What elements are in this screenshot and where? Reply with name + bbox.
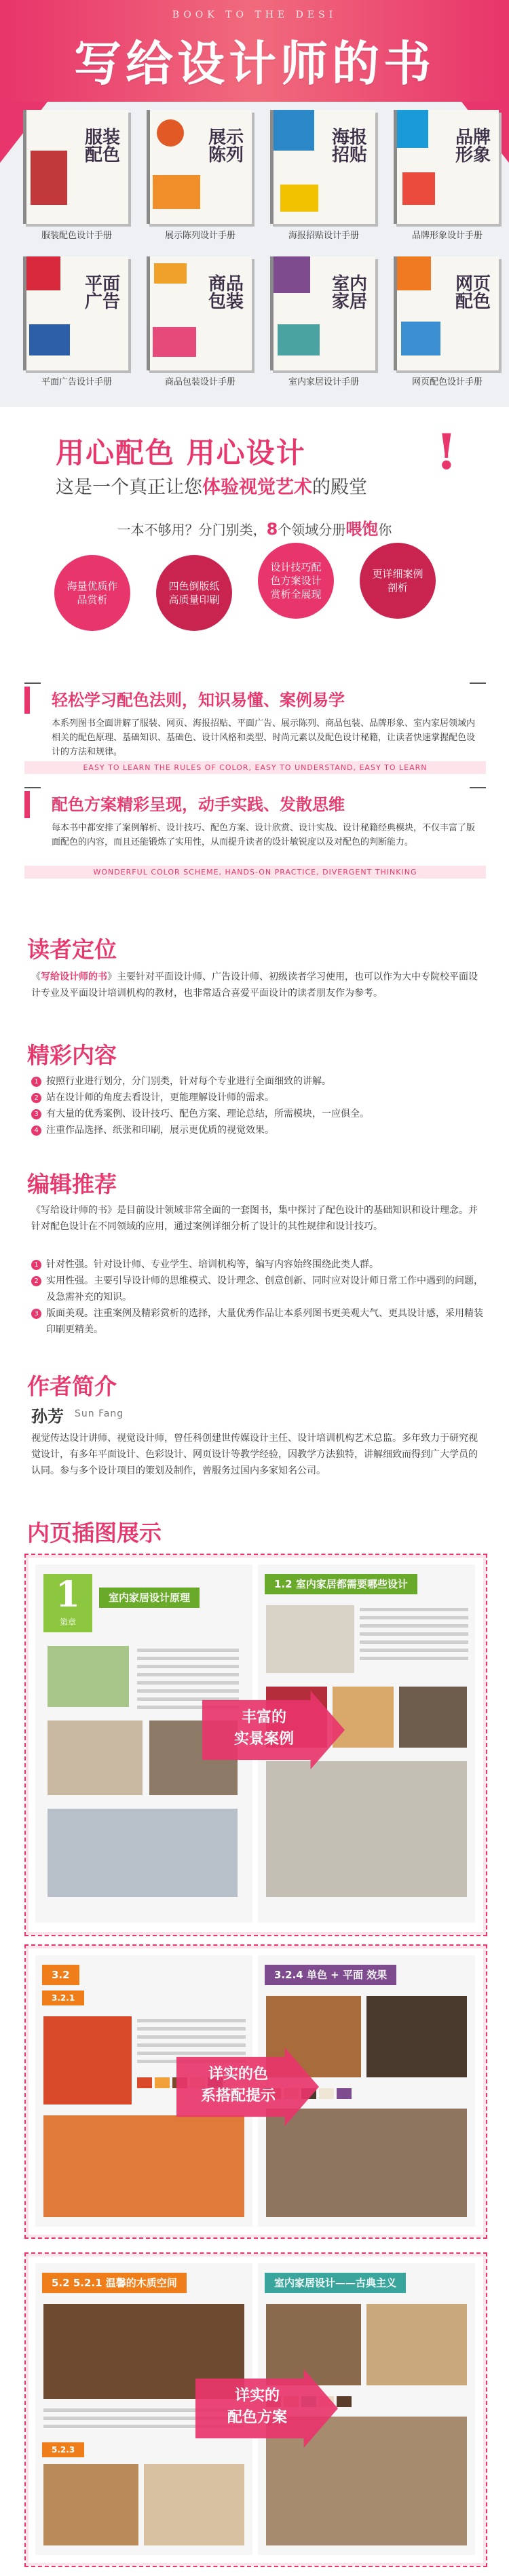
book-cover (270, 110, 375, 224)
tagline-pre: 一本不够用？分门别类， (117, 522, 267, 538)
feature-title: 轻松学习配色法则，知识易懂、案例易学 (52, 691, 345, 710)
list-item-text: 注重作品选择、纸张和印刷，展示更优质的视觉效果。 (46, 1125, 274, 1136)
page-photo (399, 1687, 467, 1748)
book-cover (23, 256, 128, 370)
page-subsection: 3.2.1 (42, 1991, 84, 2005)
list-item (31, 1256, 486, 1273)
highlights-list (31, 1073, 486, 1138)
page-photo (48, 1809, 238, 1897)
feature-text: 每本书中都安排了案例解析、设计技巧、配色方案、设计欣赏、设计实战、设计秘籍经典模块，不仅丰富了版面配色的内容，而且还能锻炼了实用性，从而提升读者的设计敏锐度以及对配色的判断能力。 (52, 823, 476, 847)
book-cover-title: 室内家居 (331, 274, 367, 312)
feature-circle (54, 555, 130, 631)
feature-box-learning (24, 683, 486, 777)
list-item-text: 有大量的优秀案例、设计技巧、配色方案、理论总结，所需模块，一应俱全。 (46, 1109, 369, 1119)
list-item-text: 实用性强。主要引导设计师的思维模式、设计理念、创意创新、同时应对设计师日常工作中遇到的问题，及急需补充的知识。 (46, 1275, 483, 1303)
cover-art (31, 151, 67, 205)
book-caption: 商品包装设计手册 (164, 377, 235, 387)
book-cover-title: 品牌形象 (455, 128, 491, 166)
page-photo (366, 1996, 467, 2077)
section-title-text: 室内家居都需要哪些设计 (295, 1578, 408, 1590)
ribbon-text (213, 1707, 315, 1750)
book-cover (147, 110, 252, 224)
page-photo (43, 2115, 244, 2217)
list-item-text: 版面美观。注重案例及精彩赏析的选择，大量优秀作品让本系列图书更美观大气、更具设计感，采用精装印刷更精美。 (46, 1308, 483, 1335)
page-subsection: 5.2.3 (42, 2442, 84, 2457)
cover-art (280, 185, 318, 212)
cover-art (153, 327, 196, 357)
page-photo (144, 2464, 244, 2545)
callout-ribbon (202, 1691, 345, 1769)
page-photo (266, 1605, 354, 1673)
ribbon-line: 详实的色 (208, 2066, 268, 2083)
slogan-subheadline (56, 472, 367, 499)
list-item-text: 按照行业进行划分，分门别类，针对每个专业进行全面细致的讲解。 (46, 1076, 331, 1087)
feature-circle-label: 设计技巧配色方案设计赏析全展现 (270, 561, 322, 600)
feature-en-caption: EASY TO LEARN THE RULES OF COLOR, EASY TO UNDERSTAND, EASY TO LEARN (24, 761, 486, 774)
page-photo (366, 2304, 467, 2385)
ribbon-text (187, 2064, 289, 2107)
book-cover (147, 256, 252, 370)
box-corner (24, 683, 41, 684)
reader-text-pre: 《 (31, 972, 41, 982)
page-photo (43, 2016, 132, 2104)
page-spread (24, 1944, 487, 2239)
book-caption: 展示陈列设计手册 (164, 231, 235, 241)
cover-art (274, 256, 310, 293)
section-title-text: 5.2.1 温馨的木质空间 (73, 2277, 177, 2289)
slogan-exclamation: ! (436, 423, 457, 480)
list-item (31, 1305, 486, 1338)
book-cover (394, 110, 499, 224)
author-name-en: Sun Fang (75, 1408, 124, 1419)
reader-text-em: 写给设计师的书 (41, 972, 107, 982)
feature-box-practice (24, 787, 486, 882)
cover-art (154, 263, 187, 284)
slogan-headline: 用心配色 用心设计 (56, 436, 306, 469)
page-photo (43, 2464, 138, 2545)
callout-ribbon (176, 2048, 319, 2126)
feature-circle (258, 543, 334, 619)
reader-heading: 读者定位 (27, 936, 117, 963)
accent-bar (24, 687, 30, 714)
ribbon-line: 详实的 (234, 2387, 280, 2404)
section-title-text: 单色 + 平面 效果 (306, 1969, 388, 1981)
feature-circle-label: 四色倒版纸高质量印刷 (168, 580, 220, 606)
ribbon-line: 系搭配提示 (200, 2088, 276, 2104)
list-item-text: 针对性强。针对设计师、专业学生、培训机构等，编写内容始终围绕此类人群。 (46, 1259, 379, 1270)
cover-art (157, 119, 184, 147)
editor-intro: 《写给设计师的书》是目前设计领域非常全面的一套图书，集中探讨了配色设计的基础知识和设计理念。并针对配色设计在不同领域的应用，通过案例详细分析了设计的其性规律和设计技巧。 (31, 1205, 478, 1232)
book-cover-title: 商品包装 (208, 274, 244, 312)
ribbon-line: 丰富的 (241, 1709, 286, 1726)
page-photo (266, 1761, 467, 1897)
slogan-sub-post: 的殿堂 (312, 477, 367, 498)
accent-bar (24, 791, 30, 818)
book-cover-title: 网页配色 (455, 274, 491, 312)
book-grid (19, 110, 494, 389)
list-item (31, 1106, 486, 1122)
page-section-title: 3.2 (42, 1965, 79, 1985)
feature-circles (54, 543, 461, 645)
cover-art (29, 324, 70, 355)
book-caption: 品牌形象设计手册 (411, 231, 483, 241)
list-item (31, 1273, 486, 1305)
book-caption: 室内家居设计手册 (288, 377, 359, 387)
book-cover-title: 服装配色 (84, 128, 120, 166)
book-cover-title: 平面广告 (84, 274, 120, 312)
page-spread (24, 2252, 487, 2567)
section-tag: 1.2 (274, 1578, 293, 1590)
list-item-text: 站在设计师的角度去看设计，更能理解设计师的需求。 (46, 1092, 274, 1103)
feature-text: 本系列图书全面讲解了服装、网页、海报招贴、平面广告、展示陈列、商品包装、品牌形象、室内家居领域内相关的配色原理、基础知识、基础色、设计风格和类型、时尚元素以及配色设计秘籍，让读者快速掌握配色设计的方法和规律。 (52, 718, 476, 757)
tagline-mid: 个领域分册 (278, 522, 346, 538)
cover-art (402, 172, 435, 205)
slogan-sub-pre: 这是一个真正让您 (56, 477, 202, 498)
feature-title: 配色方案精彩呈现，动手实践、发散思维 (52, 795, 345, 814)
hero-banner (0, 0, 509, 407)
page-photo (48, 1720, 143, 1795)
page-section-title (42, 2273, 187, 2293)
highlights-heading: 精彩内容 (27, 1042, 117, 1069)
list-bullet-icon: 1 (31, 1077, 41, 1087)
cover-art (397, 256, 431, 290)
ribbon-line: 实景案例 (233, 1731, 294, 1748)
list-item (31, 1073, 486, 1090)
tagline-post: 你 (378, 522, 392, 538)
book-cover (270, 256, 375, 370)
list-bullet-icon: 3 (31, 1309, 41, 1319)
reader-text (31, 969, 479, 1001)
page-spread (24, 1554, 487, 1936)
box-corner (470, 683, 486, 684)
author-bio: 视觉传达设计讲师、视觉设计师，曾任科创建世传媒设计主任、设计培训机构艺术总监。多年致力于研究视觉设计，有多年平面设计、色彩设计、网页设计等教学经验，因教学方法独特，讲解细致而得到广大学员的认同。参与多个设计项目的策划及制作，曾服务过国内多家知名公司。 (31, 1433, 478, 1476)
book-caption: 网页配色设计手册 (411, 377, 483, 387)
book-item[interactable] (390, 256, 505, 389)
page-photo (48, 1646, 129, 1707)
ribbon-line: 配色方案 (227, 2409, 287, 2426)
box-corner (24, 787, 41, 788)
inner-pages-heading: 内页插图展示 (27, 1520, 162, 1546)
cover-art (26, 256, 60, 290)
series-tagline (0, 516, 509, 539)
list-item (31, 1122, 486, 1138)
list-bullet-icon: 2 (31, 1093, 41, 1103)
cover-art (397, 110, 428, 148)
chapter-label: 第章 (59, 1617, 76, 1627)
box-corner (470, 787, 486, 788)
chapter-badge (43, 1574, 92, 1632)
slogan-sub-em: 体验视觉艺术 (202, 477, 312, 498)
list-item (31, 1090, 486, 1106)
editor-heading: 编辑推荐 (27, 1171, 117, 1197)
page-section-title: 室内家居设计——古典主义 (265, 2273, 406, 2293)
page-section-title (265, 1574, 417, 1594)
section-tag: 3.2.4 (274, 1969, 303, 1981)
ribbon-text (206, 2385, 308, 2429)
book-item[interactable] (266, 256, 381, 389)
book-item[interactable] (143, 256, 258, 389)
book-cover (23, 110, 128, 224)
book-item[interactable] (390, 110, 505, 243)
book-cover (394, 256, 499, 370)
book-cover-title: 海报招贴 (331, 128, 367, 166)
editor-list (31, 1256, 486, 1338)
cover-art (401, 322, 440, 355)
book-item[interactable] (143, 110, 258, 243)
page-text-lines (360, 1608, 468, 1665)
hero-title: 写给设计师的书 (74, 35, 435, 92)
cover-art (274, 110, 314, 151)
feature-circle (156, 555, 232, 631)
page-section-title: 室内家居设计原理 (99, 1588, 200, 1608)
book-caption: 服装配色设计手册 (41, 231, 112, 241)
list-bullet-icon: 2 (31, 1276, 41, 1286)
chapter-number: 1 (55, 1574, 81, 1615)
hero-roman-text: BOOK TO THE DESI (172, 9, 337, 20)
tagline-num: 8 (266, 520, 278, 539)
feature-circle (360, 543, 436, 619)
section-tag: 5.2 (52, 2277, 70, 2289)
book-item[interactable] (19, 110, 134, 243)
feature-circle-label: 海量优质作品赏析 (67, 580, 118, 606)
list-bullet-icon: 4 (31, 1126, 41, 1136)
list-bullet-icon: 3 (31, 1109, 41, 1119)
tagline-em: 喂饱 (345, 520, 379, 539)
list-bullet-icon: 1 (31, 1260, 41, 1270)
book-cover-title: 展示陈列 (208, 128, 244, 166)
author-heading: 作者简介 (27, 1373, 117, 1400)
book-item[interactable] (266, 110, 381, 243)
reader-text-post: 》主要针对平面设计师、广告设计师、初级读者学习使用，也可以作为大中专院校平面设计专业及平面设计培训机构的教材，也非常适合喜爱平面设计的读者朋友作为参考。 (31, 972, 478, 999)
callout-ribbon (195, 2369, 338, 2448)
author-name: 孙芳 (31, 1407, 64, 1426)
book-item[interactable] (19, 256, 134, 389)
page-section-title (265, 1965, 396, 1985)
cover-art (153, 175, 200, 209)
feature-en-caption: WONDERFUL COLOR SCHEME, HANDS-ON PRACTICE, DIVERGENT THINKING (24, 866, 486, 879)
cover-art (278, 324, 320, 355)
feature-circle-label: 更详细案例剖析 (372, 568, 423, 594)
book-caption: 海报招贴设计手册 (288, 231, 359, 241)
book-caption: 平面广告设计手册 (41, 377, 112, 387)
